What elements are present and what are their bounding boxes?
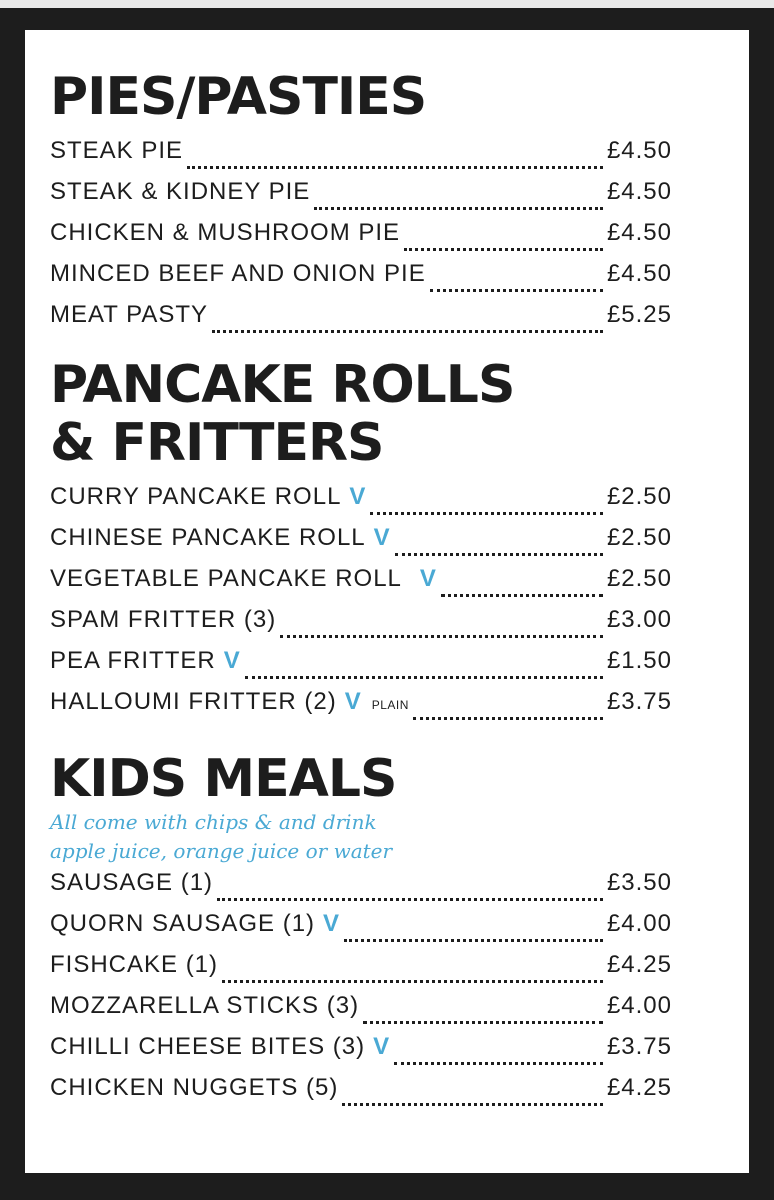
item-list bbox=[50, 869, 672, 1115]
item-name: CHICKEN NUGGETS (5) bbox=[50, 1074, 339, 1101]
vegetarian-mark: V bbox=[373, 1033, 391, 1060]
item-price: £4.50 bbox=[606, 137, 672, 164]
item-price: £2.50 bbox=[606, 483, 672, 510]
section-kids-meals bbox=[50, 750, 672, 1115]
item-price: £4.00 bbox=[606, 910, 672, 937]
vegetarian-mark: V bbox=[323, 910, 341, 937]
menu-item bbox=[50, 1074, 672, 1115]
item-name: PEA FRITTER bbox=[50, 647, 216, 674]
menu-item bbox=[50, 951, 672, 992]
menu-item bbox=[50, 869, 672, 910]
item-price: £2.50 bbox=[606, 565, 672, 592]
menu-item bbox=[50, 992, 672, 1033]
top-strip bbox=[0, 0, 774, 8]
vegetarian-mark: V bbox=[373, 524, 391, 551]
vegetarian-mark: V bbox=[223, 647, 241, 674]
vegetarian-mark: V bbox=[344, 688, 362, 715]
item-name: HALLOUMI FRITTER (2) bbox=[50, 688, 337, 715]
vegetarian-mark: V bbox=[419, 565, 437, 592]
dot-leader bbox=[395, 553, 603, 556]
item-price: £3.75 bbox=[606, 1033, 672, 1060]
item-name: STEAK PIE bbox=[50, 137, 184, 164]
item-price: £4.50 bbox=[606, 178, 672, 205]
dot-leader bbox=[222, 980, 603, 983]
dot-leader bbox=[280, 635, 603, 638]
item-price: £2.50 bbox=[606, 524, 672, 551]
menu-item bbox=[50, 301, 672, 342]
section-pancake-rolls-fritters bbox=[50, 356, 672, 729]
item-price: £3.00 bbox=[606, 606, 672, 633]
dot-leader bbox=[413, 717, 603, 720]
menu-item bbox=[50, 219, 672, 260]
item-price: £3.75 bbox=[606, 688, 672, 715]
item-list bbox=[50, 137, 672, 342]
dot-leader bbox=[217, 898, 603, 901]
item-name: CHICKEN & MUSHROOM PIE bbox=[50, 219, 401, 246]
dot-leader bbox=[370, 512, 603, 515]
item-price: £3.50 bbox=[606, 869, 672, 896]
item-price: £1.50 bbox=[606, 647, 672, 674]
item-name: MEAT PASTY bbox=[50, 301, 209, 328]
menu-item bbox=[50, 647, 672, 688]
menu-item bbox=[50, 137, 672, 178]
section-pies-pasties bbox=[50, 68, 672, 342]
item-name: CHILLI CHEESE BITES (3) bbox=[50, 1033, 366, 1060]
item-name: MINCED BEEF AND ONION PIE bbox=[50, 260, 426, 287]
dot-leader bbox=[404, 248, 603, 251]
section-heading-line2: & FRITTERS bbox=[50, 413, 384, 473]
menu-item bbox=[50, 1033, 672, 1074]
item-list bbox=[50, 483, 672, 729]
item-price: £4.00 bbox=[606, 992, 672, 1019]
menu-item bbox=[50, 260, 672, 301]
item-price: £4.25 bbox=[606, 951, 672, 978]
dot-leader bbox=[187, 166, 603, 169]
item-name: QUORN SAUSAGE (1) bbox=[50, 910, 316, 937]
menu-item bbox=[50, 483, 672, 524]
item-name: CURRY PANCAKE ROLL bbox=[50, 483, 342, 510]
menu-item bbox=[50, 910, 672, 951]
item-name: STEAK & KIDNEY PIE bbox=[50, 178, 311, 205]
dot-leader bbox=[441, 594, 603, 597]
menu-item bbox=[50, 688, 672, 729]
item-price: £4.25 bbox=[606, 1074, 672, 1101]
section-heading: PIES/PASTIES bbox=[50, 67, 427, 127]
menu-item bbox=[50, 178, 672, 219]
dot-leader bbox=[363, 1021, 603, 1024]
dot-leader bbox=[394, 1062, 603, 1065]
dot-leader bbox=[342, 1103, 603, 1106]
section-heading: KIDS MEALS bbox=[50, 749, 397, 809]
item-price: £4.50 bbox=[606, 260, 672, 287]
vegetarian-mark: V bbox=[349, 483, 367, 510]
item-price: £4.50 bbox=[606, 219, 672, 246]
section-subtitle-line2: apple juice, orange juice or water bbox=[50, 839, 393, 863]
item-note: PLAIN bbox=[371, 698, 409, 712]
item-name: CHINESE PANCAKE ROLL bbox=[50, 524, 366, 551]
dot-leader bbox=[344, 939, 603, 942]
dot-leader bbox=[245, 676, 603, 679]
menu-item bbox=[50, 565, 672, 606]
menu-item bbox=[50, 606, 672, 647]
item-price: £5.25 bbox=[606, 301, 672, 328]
dot-leader bbox=[430, 289, 603, 292]
item-name: SPAM FRITTER (3) bbox=[50, 606, 277, 633]
dot-leader bbox=[212, 330, 603, 333]
item-name: SAUSAGE (1) bbox=[50, 869, 214, 896]
section-heading-line1: PANCAKE ROLLS bbox=[50, 355, 515, 415]
item-name: FISHCAKE (1) bbox=[50, 951, 219, 978]
item-name: VEGETABLE PANCAKE ROLL bbox=[50, 565, 402, 592]
menu-item bbox=[50, 524, 672, 565]
dot-leader bbox=[314, 207, 603, 210]
section-subtitle-line1: All come with chips & and drink bbox=[50, 810, 377, 834]
item-name: MOZZARELLA STICKS (3) bbox=[50, 992, 360, 1019]
